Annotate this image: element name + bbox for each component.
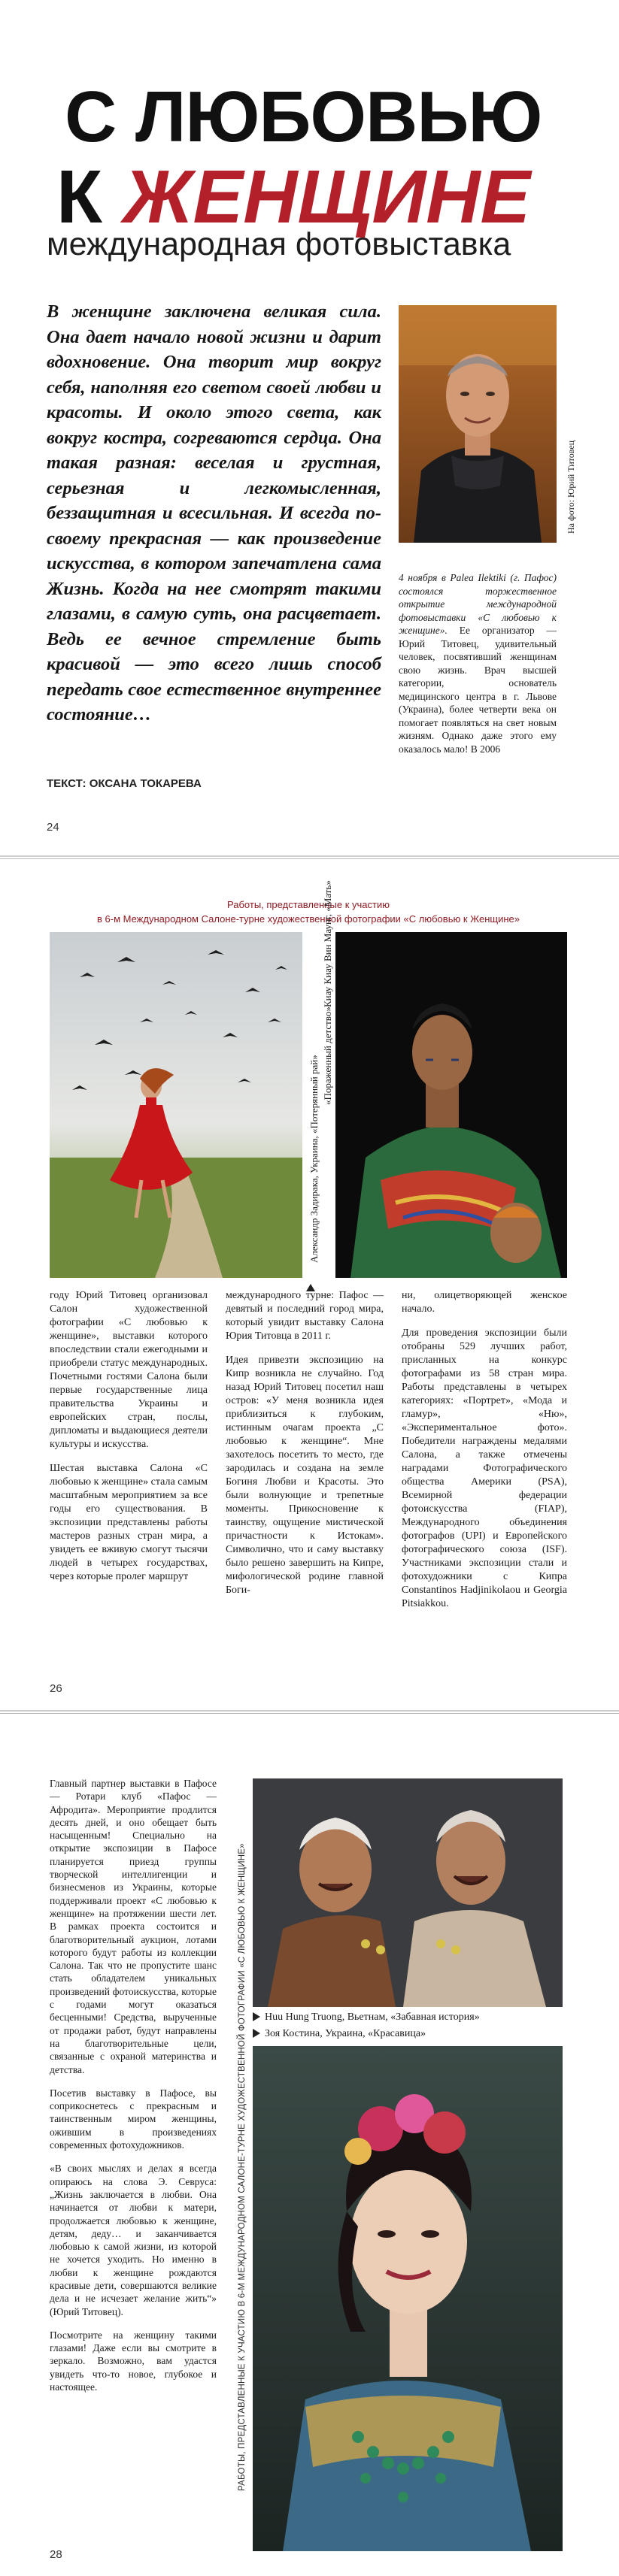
column-1: [50, 1289, 208, 1584]
lead-paragraph: В женщине заключена великая сила. Она дает начало новой жизни и дарит вдохновение. Она творит мир вокруг себя, наполняя его светом своей любви и красоты. И около этого света, как вокруг костра, согреваются сердца. Она такая разная: веселая и грустная, серьезная и легкомысленная, беззащитная и всесильная. И всегда по-своему прекрасная — как произведение искусства, в котором запечатлена сама Жизнь. Когда на нее смотрят такими глазами, в самую суть, она расцветает. Ведь ее вечное стремление быть красивой — это всего лишь способ передать свое естественное внутреннее состояние…: [47, 301, 381, 725]
photo-funny-story: [253, 1778, 563, 2007]
banner-line-2: в 6-м Международном Салоне-турне художественной фотографии «С любовью к Женщине»: [97, 913, 520, 925]
photo-mother: [335, 932, 567, 1278]
page-26: [0, 872, 619, 1710]
portrait-illustration: [399, 305, 557, 543]
photo-mother-illustration: [335, 932, 567, 1278]
side-italic: 4 ноября в Palea Ilektiki (г. Пафос) состоялся торжественное открытие международной фотовыставки «С любовью к женщине».: [399, 572, 557, 636]
photo2-caption: Зоя Костина, Украина, «Красавица»: [265, 2028, 426, 2039]
title-k: К: [56, 155, 123, 239]
photo2-caption: Киау Киау Вин Маунг, «Мать»: [322, 880, 333, 1007]
banner: [45, 898, 572, 926]
photo-credit: На фото: Юрий Титовец: [566, 440, 576, 534]
photo-funny-story-illustration: [253, 1778, 563, 2007]
column-2: [226, 1289, 384, 1597]
column-1-para-1: Главный партнер выставки в Пафосе — Ротари клуб «Пафос — Афродита». Мероприятие продлится десять дней, и оно обещает быть насыщенным! Специально на открытие экспозиции в Пафосе планируется приезд группы творческой интеллигенции и бизнесменов из Украины, которые поддерживали проект «С любовью к женщине» на протяжении шести лет. В рамках проекта состоится и благотворительный аукцион, лотами которого будут работы из коллекции Салона. Так что не пропустите шанс стать обладателем уникальных произведений фотоискусства, которые с годами могут оказаться бесценными! Средства, вырученные от продажи работ, будут направлены на благотворительные цели, связанные с охраной материнства и детства.: [50, 1778, 217, 2075]
side-column: [399, 571, 557, 755]
page-28: [0, 1726, 619, 2576]
column-1-para-1: году Юрий Титовец организовал Салон художественной фотографии «С любовью к женщине», выставки которого впоследствии стали ежегодными и приобрели статус международных. Почетными гостями Салона были первые государственные лица правительства Украины и европейских стран, послы, дипломаты и выдающиеся деятели культуры и искусства.: [50, 1290, 208, 1450]
subtitle: международная фотовыставка: [47, 226, 511, 262]
side-text: Ее организатор — Юрий Титовец, удивительный человек, посвятивший женщинам свою жизнь. Врач высшей категории, основатель медицинского центра в г. Львове (Украина), более четверти века он помогает появляться на свет новым жизням. Однако даже этого ему оказалось мало! В 2006: [399, 625, 557, 755]
caption-arrow-icon: [253, 2012, 260, 2021]
page-number: 26: [50, 1682, 62, 1695]
page-divider-line: [0, 1713, 619, 1714]
column-2-para-2: Идея привезти экспозицию на Кипр возникла не случайно. Год назад Юрий Титовец посетил наш остров: «У меня возникла идея приблизиться к глубоким, истинным очагам проекта „С любовью к женщине“. Мне захотелось посетить то место, где зародилась и создана на земле Богиня Любви и Красоты. Это были волнующие и трепетные моменты. Прикосновение к таинству, ощущение мистической причастности к Истокам». Символично, что и саму выставку было решено завершить на Кипре, мифологической родине главной Боги-: [226, 1355, 384, 1596]
column-3-para-1: ни, олицетворяющей женское начало.: [402, 1290, 567, 1315]
page-24: [0, 0, 619, 855]
page-divider-line: [0, 858, 619, 859]
column-1-para-2: Шестая выставка Салона «С любовью к женщине» стала самым масштабным мероприятием за все годы его существования. В экспозиции представлены работы мастеров разных стран мира, а увидеть ее вживую смогут тысячи людей в четырех государствах, через которые пролег маршрут: [50, 1463, 208, 1582]
photo1-caption: Александр Задирака, Украина, «Потерянный рай»: [308, 1055, 320, 1263]
page-number: 28: [50, 2548, 62, 2561]
column-3: [402, 1289, 567, 1611]
column-1-para-4: Посмотрите на женщину такими глазами! Даже если вы смотрите в зеркало. Возможно, вам удастся увидеть что-то новое, глубокое и настоящее.: [50, 2329, 217, 2393]
portrait-photo: [399, 305, 557, 543]
column-3-para-2: Для проведения экспозиции были отобраны 529 лучших работ, присланных на конкурс фотографами из 58 стран мира. Работы представлены в четырех категориях: «Портрет», «Мода и гламур», «Ню», «Экспериментальное фото». Победители награждены медалями Салона, а также отмечены наградами Фотографического общества Америки (PSA), Всемирной федерации фотоискусства (FIAP), Международного объединения фотографов (UPI) и Европейского фотографического союза (ISF). Участниками экспозиции стали и фотохудожники с Кипра Constantinos Hadjinikolaou и Georgia Pitsiakkou.: [402, 1327, 567, 1609]
column-1-para-2: Посетив выставку в Пафосе, вы соприкоснетесь с прекрасным и таинственным миром женщины, ожившим в произведениях современных фотохудожников.: [50, 2087, 217, 2151]
between-caption: «Пораженный детство»: [322, 1006, 333, 1105]
page-number: 24: [47, 821, 59, 834]
page-divider: [0, 855, 619, 857]
vertical-section-caption: РАБОТЫ, ПРЕДСТАВЛЕННЫЕ К УЧАСТИЮ В 6-М МЕЖДУНАРОДНОМ САЛОНЕ-ТУРНЕ ХУДОЖЕСТВЕННОЙ ФОТОГРАФИИ «С ЛЮБОВЬЮ К ЖЕНЩИНЕ»: [238, 1843, 247, 2491]
column-1-para-3: «В своих мыслях и делах я всегда опираюсь на слова Э. Севруса: „Жизнь заключается в любви. Она начинается от любви к матери, продолжается любовью к женщине, детям, деду… и заканчивается любовью к самой жизни, из которой не хочется уходить. Но именно в любви к женщине рождаются красивые дети, совершаются великие дела и не исчезает желание жить“» (Юрий Титовец).: [50, 2163, 217, 2317]
title-line-1: С ЛЮБОВЬЮ: [65, 77, 542, 157]
banner-line-1: Работы, представленные к участию: [227, 899, 390, 910]
column-1: [50, 1777, 217, 2393]
photo-beauty: [253, 2046, 563, 2551]
caption-arrow-icon: [253, 2029, 260, 2038]
column-2-para-1: международного турне: Пафос — девятый и последний город мира, который увидит выставку Салона Юрия Титовца в 2011 г.: [226, 1290, 384, 1342]
author-credit: ТЕКСТ: ОКСАНА ТОКАРЕВА: [47, 777, 202, 790]
photo1-caption: Huu Hung Truong, Вьетнам, «Забавная история»: [265, 2011, 480, 2023]
photo-lost-paradise: [50, 932, 302, 1278]
photo-beauty-illustration: [253, 2046, 563, 2551]
photo-lost-paradise-illustration: [50, 932, 302, 1278]
page-divider: [0, 1710, 619, 1712]
title-word-women: ЖЕНЩИНЕ: [123, 155, 531, 239]
title-line-2: [56, 155, 531, 239]
